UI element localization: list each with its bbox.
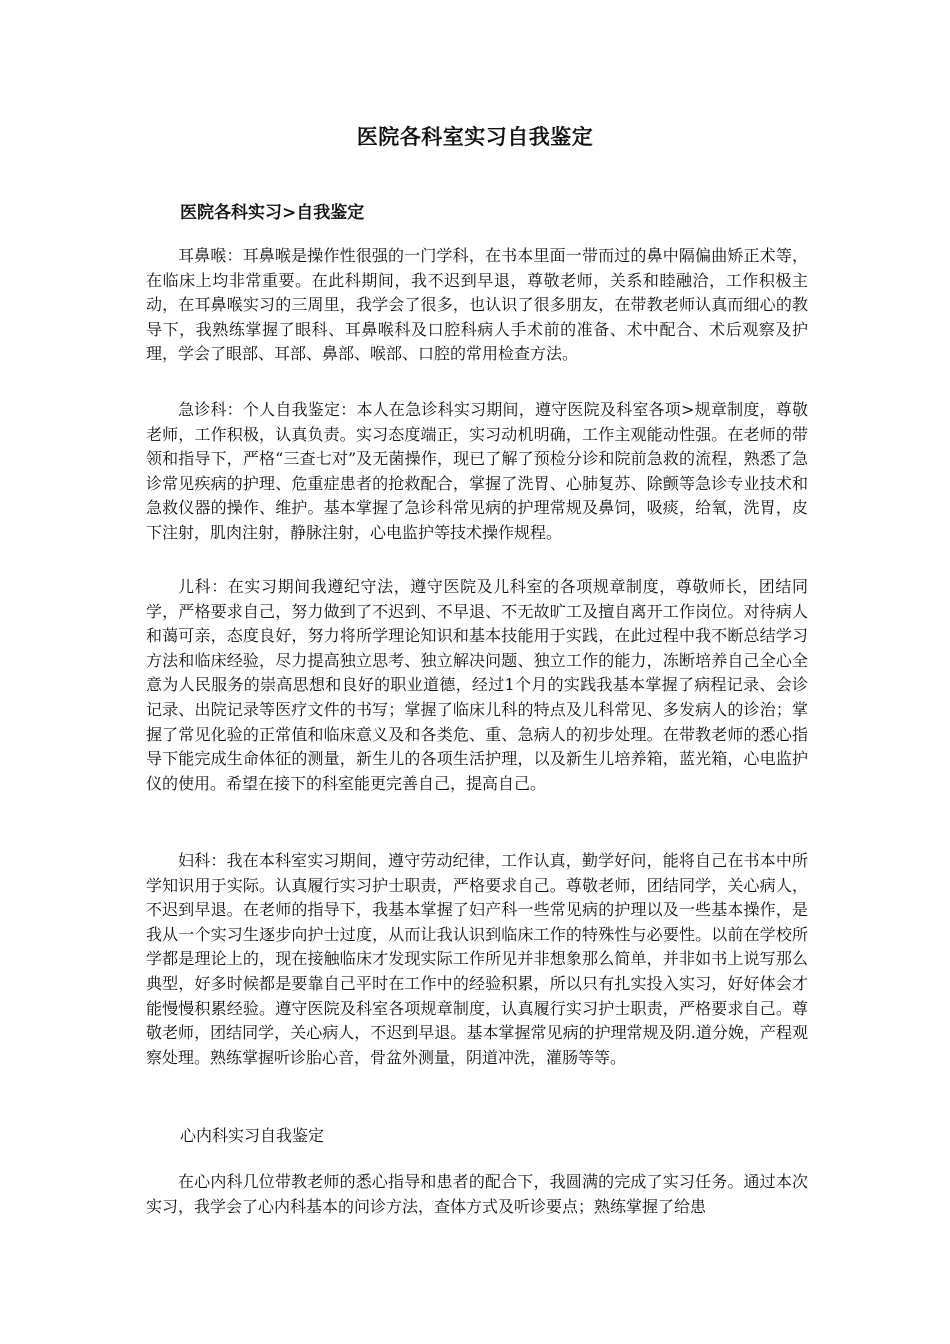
paragraph-cardiology: 在心内科几位带教老师的悉心指导和患者的配合下，我圆满的完成了实习任务。通过本次实习，我学会了心内科基本的问诊方法，查体方式及听诊要点；熟练掌握了给患 [146,1172,808,1216]
paragraph-gynecology: 妇科：我在本科室实习期间，遵守劳动纪律，工作认真，勤学好问，能将自己在书本中所学知识用于实际。认真履行实习护士职责，严格要求自己。尊敬老师，团结同学，关心病人，不迟到早退。在老师的指导下，我基本掌握了妇产科一些常见病的护理以及一些基本操作，是我从一个实习生逐步向护士过度，从而让我认识到临床工作的特殊性与必要性。以前在学校所学都是理论上的，现在接触临床才发现实际工作所见并非想象那么简单，并非如书上说写那么典型，好多时候都是要靠自己平时在工作中的经验积累，所以只有扎实投入实习，好好体会才能慢慢积累经验。遵守医院及科室各项规章制度，认真履行实习护士职责，严格要求自己。尊敬老师，团结同学，关心病人，不迟到早退。基本掌握常见病的护理常规及阴.道分娩，产程观察处理。熟练掌握听诊胎心音，骨盆外测量，阴道冲洗，灌肠等等。 [146,851,808,1067]
paragraph-emergency: 急诊科：个人自我鉴定：本人在急诊科实习期间，遵守医院及科室各项>规章制度，尊敬老师，工作积极，认真负责。实习态度端正，实习动机明确，工作主观能动性强。在老师的带领和指导下，严格“三查七对”及无菌操作，现已了解了预检分诊和院前急救的流程，熟悉了急诊常见疾病的护理、危重症患者的抢救配合，掌握了洗胃、心肺复苏、除颤等急诊专业技术和急救仪器的操作、维护。基本掌握了急诊科常见病的护理常规及鼻饲，吸痰，给氧，洗胃，皮下注射，肌肉注射，静脉注射，心电监护等技术操作规程。 [146,400,808,542]
paragraph-ent: 耳鼻喉：耳鼻喉是操作性很强的一门学科，在书本里面一带而过的鼻中隔偏曲矫正术等，在临床上均非常重要。在此科期间，我不迟到早退，尊敬老师，关系和睦融洽，工作积极主动，在耳鼻喉实习的三周里，我学会了很多，也认识了很多朋友，在带教老师认真而细心的教导下，我熟练掌握了眼科、耳鼻喉科及口腔科病人手术前的准备、术中配合、术后观察及护理，学会了眼部、耳部、鼻部、喉部、口腔的常用检查方法。 [146,246,808,364]
cardiology-heading: 心内科实习自我鉴定 [180,1126,325,1145]
paragraph-pediatrics: 儿科：在实习期间我遵纪守法，遵守医院及儿科室的各项规章制度，尊敬师长，团结同学，严格要求自己，努力做到了不迟到、不早退、不无故旷工及擅自离开工作岗位。对待病人和蔼可亲，态度良好，努力将所学理论知识和基本技能用于实践，在此过程中我不断总结学习方法和临床经验，尽力提高独立思考、独立解决问题、独立工作的能力，冻断培养自己全心全意为人民服务的崇高思想和良好的职业道德，经过1个月的实践我基本掌握了病程记录、会诊记录、出院记录等医疗文件的书写；掌握了临床儿科的特点及儿科常见、多发病人的诊治；掌握了常见化验的正常值和临床意义及和各类危、重、急病人的初步处理。在带教老师的悉心指导下能完成生命体征的测量，新生儿的各项生活护理，以及新生儿培养箱，蓝光箱，心电监护仪的使用。希望在接下的科室能更完善自己，提高自己。 [146,577,808,793]
section-subheading: 医院各科实习>自我鉴定 [180,203,365,223]
document-title: 医院各科室实习自我鉴定 [356,124,594,149]
